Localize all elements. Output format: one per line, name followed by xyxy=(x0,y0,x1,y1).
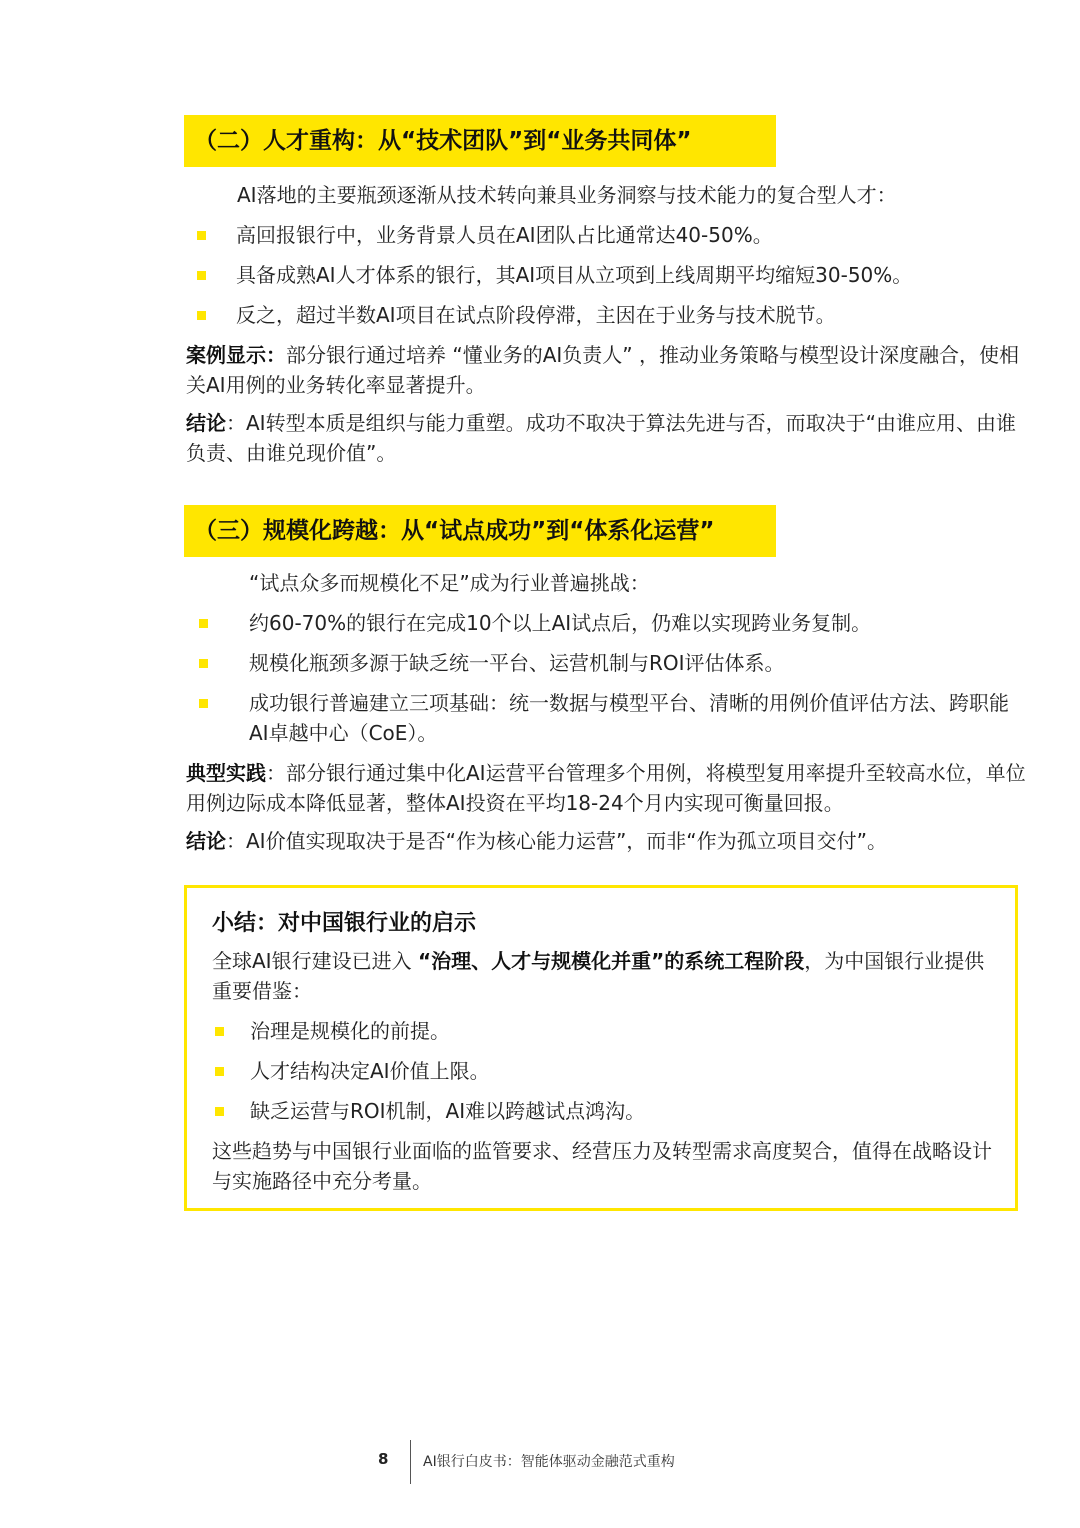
list-item: 人才结构决定AI价值上限。 xyxy=(215,1056,995,1086)
conclusion-paragraph xyxy=(186,408,1028,468)
summary-intro: 全球AI银行建设已进入 “治理、人才与规模化并重”的系统工程阶段，为中国银行业提供重要借鉴： xyxy=(212,949,985,1003)
conclusion-label: 结论 xyxy=(186,829,226,853)
conclusion-text: ：AI价值实现取决于是否“作为核心能力运营”，而非“作为孤立项目交付”。 xyxy=(226,829,888,853)
list-item: 治理是规模化的前提。 xyxy=(215,1016,995,1046)
list-item: 规模化瓶颈多源于缺乏统一平台、运营机制与ROI评估体系。 xyxy=(199,648,1019,678)
bullet-square-icon xyxy=(199,659,208,668)
section-intro: AI落地的主要瓶颈逐渐从技术转向兼具业务洞察与技术能力的复合型人才： xyxy=(237,183,897,207)
list-item: 高回报银行中，业务背景人员在AI团队占比通常达40-50%。 xyxy=(197,220,997,250)
section-heading-talent: （二）人才重构：从“技术团队”到“业务共同体” xyxy=(184,115,776,167)
conclusion-text: ：AI转型本质是组织与能力重塑。成功不取决于算法先进与否，而取决于“由谁应用、由谁负责、由谁兑现价值”。 xyxy=(186,411,1016,465)
bullet-square-icon xyxy=(199,619,208,628)
footer-title: AI银行白皮书：智能体驱动金融范式重构 xyxy=(423,1454,675,1470)
bullet-square-icon xyxy=(197,231,206,240)
list-item: 具备成熟AI人才体系的银行，其AI项目从立项到上线周期平均缩短30-50%。 xyxy=(197,260,997,290)
summary-intro-emphasis: “治理、人才与规模化并重”的系统工程阶段 xyxy=(417,949,805,973)
bullet-square-icon xyxy=(215,1067,224,1076)
section-heading-scale: （三）规模化跨越：从“试点成功”到“体系化运营” xyxy=(184,505,776,557)
page-number: 8 xyxy=(378,1450,389,1468)
practice-paragraph xyxy=(186,758,1028,818)
summary-title: 小结：对中国银行业的启示 xyxy=(212,911,477,936)
conclusion-paragraph xyxy=(186,826,1028,856)
bullet-square-icon xyxy=(199,699,208,708)
list-item: 成功银行普遍建立三项基础：统一数据与模型平台、清晰的用例价值评估方法、跨职能AI卓越中心（CoE）。 xyxy=(199,688,1019,748)
case-paragraph xyxy=(186,340,1028,400)
bullet-square-icon xyxy=(215,1027,224,1036)
bullet-square-icon xyxy=(197,311,206,320)
footer-divider xyxy=(410,1440,411,1484)
summary-closing: 这些趋势与中国银行业面临的监管要求、经营压力及转型需求高度契合，值得在战略设计与实施路径中充分考量。 xyxy=(212,1139,992,1193)
list-item: 反之，超过半数AI项目在试点阶段停滞，主因在于业务与技术脱节。 xyxy=(197,300,997,330)
practice-text: ：部分银行通过集中化AI运营平台管理多个用例，将模型复用率提升至较高水位，单位用例边际成本降低显著，整体AI投资在平均18-24个月内实现可衡量回报。 xyxy=(186,761,1026,815)
list-item: 缺乏运营与ROI机制，AI难以跨越试点鸿沟。 xyxy=(215,1096,995,1126)
list-item: 约60-70%的银行在完成10个以上AI试点后，仍难以实现跨业务复制。 xyxy=(199,608,1019,638)
case-label: 案例显示： xyxy=(186,343,286,367)
conclusion-label: 结论 xyxy=(186,411,226,435)
bullet-square-icon xyxy=(197,271,206,280)
practice-label: 典型实践 xyxy=(186,761,266,785)
case-text: 部分银行通过培养 “懂业务的AI负责人” ，推动业务策略与模型设计深度融合，使相关AI用例的业务转化率显著提升。 xyxy=(186,343,1020,397)
summary-box xyxy=(184,885,1018,1211)
section-intro: “试点众多而规模化不足”成为行业普遍挑战： xyxy=(249,571,650,595)
bullet-square-icon xyxy=(215,1107,224,1116)
